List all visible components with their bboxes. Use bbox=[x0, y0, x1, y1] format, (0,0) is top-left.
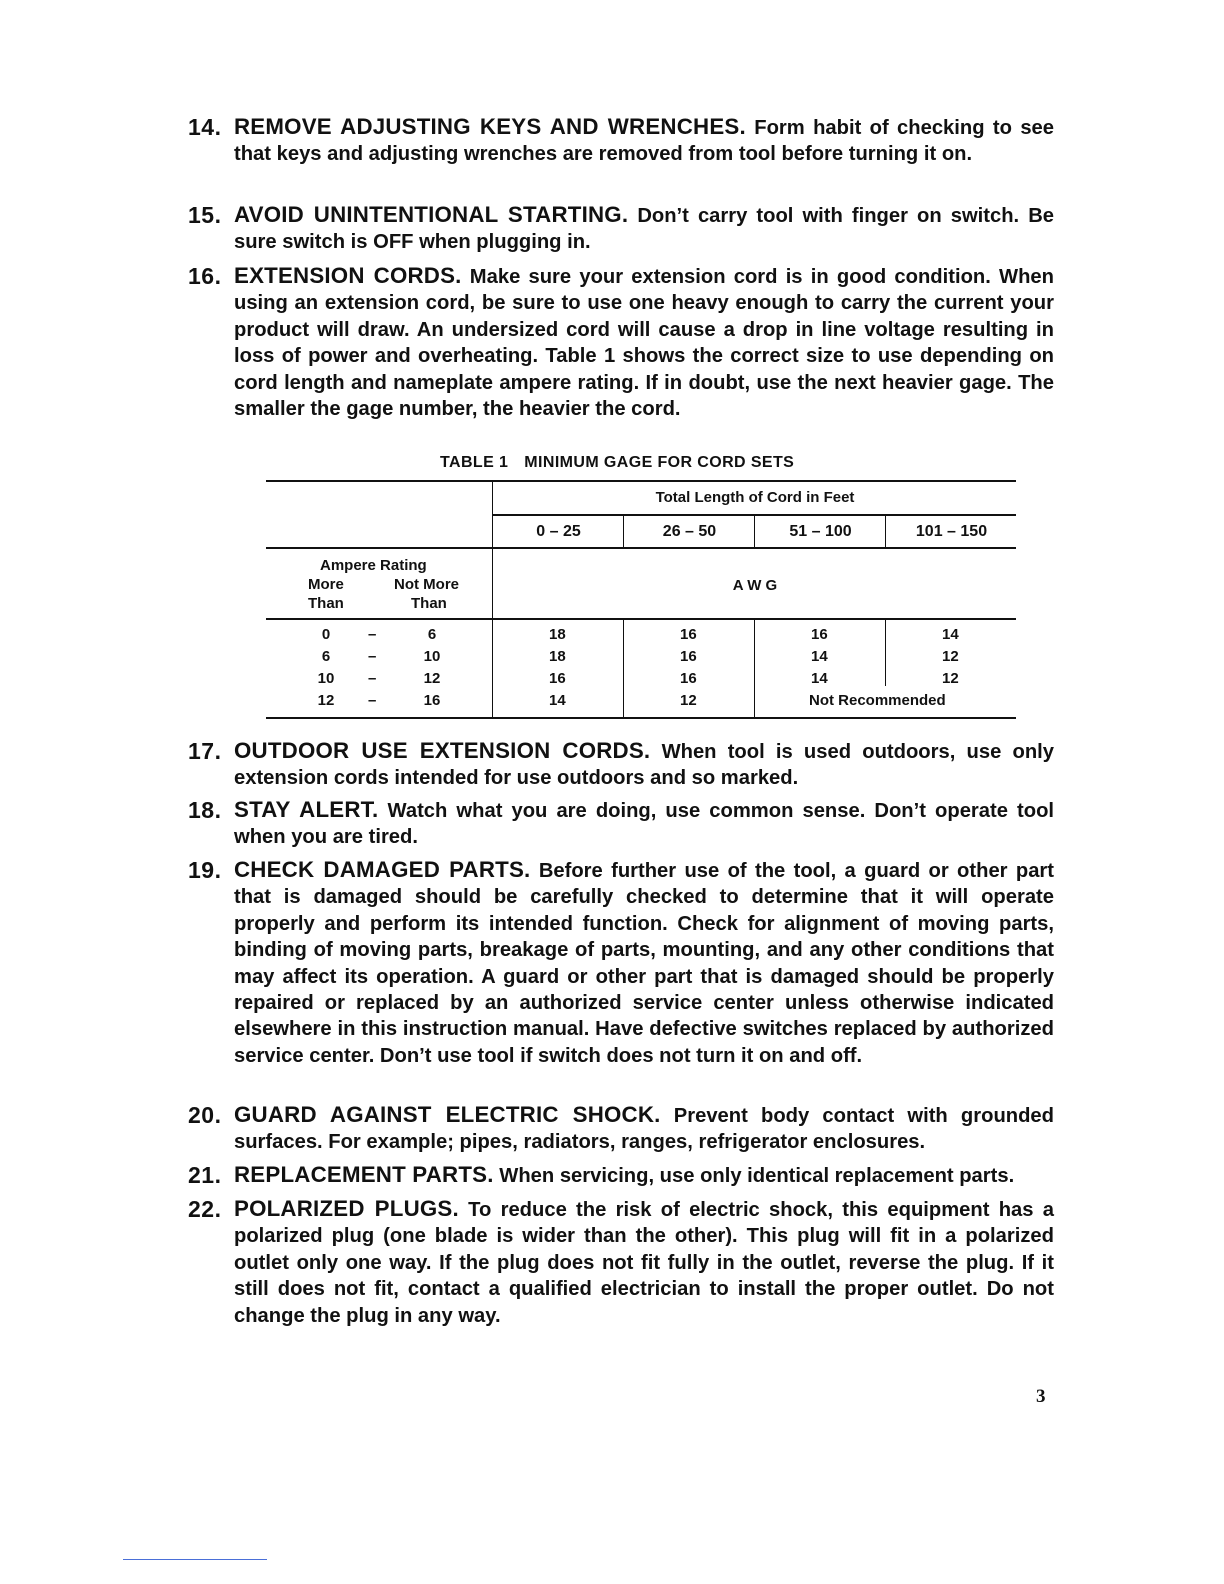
item-text: When tool is used outdoors, use only extension cords intended for use outdoors and so marked. bbox=[234, 741, 1054, 790]
length-col-3: 101 – 150 bbox=[915, 523, 988, 540]
list-item-19 bbox=[188, 857, 1054, 1069]
row-2-dash: – bbox=[368, 670, 377, 687]
row-1-dash: – bbox=[368, 648, 377, 665]
row-0-gage-3: 14 bbox=[942, 626, 959, 643]
item-text: Before further use of the tool, a guard or other part that is damaged should be carefully checked to determine that it will operate properly and perform its intended function. Check for alignment of moving parts, binding of moving parts, breakage of parts, mounting, and any other conditions that may affect its operation. A guard or other part that is damaged should be properly repaired or replaced by an authorized service center unless otherwise indicated elsewhere in this instruction manual. Have defective switches replaced by authorized service center. Don’t use tool if switch does not turn it on and off. bbox=[234, 860, 1054, 1067]
row-2-to: 12 bbox=[423, 670, 441, 687]
row-0-from: 0 bbox=[321, 626, 331, 643]
table-title bbox=[440, 454, 794, 472]
table-rule-vertical bbox=[623, 618, 624, 719]
list-item-16 bbox=[188, 263, 1054, 422]
item-heading: CHECK DAMAGED PARTS. bbox=[234, 857, 531, 882]
table-rule-vertical bbox=[885, 514, 886, 548]
row-0-gage-1: 16 bbox=[680, 626, 697, 643]
not-more-than-label: Not More bbox=[394, 576, 459, 593]
item-number: 20. bbox=[188, 1102, 222, 1128]
row-1-to: 10 bbox=[423, 648, 441, 665]
cord-gage-table bbox=[266, 480, 1016, 720]
item-number: 15. bbox=[188, 202, 222, 228]
row-1-gage-1: 16 bbox=[680, 648, 697, 665]
item-text: When servicing, use only identical replacement parts. bbox=[499, 1165, 1015, 1187]
row-2-gage-3: 12 bbox=[942, 670, 959, 687]
row-3-to: 16 bbox=[423, 692, 441, 709]
table-label: TABLE 1 bbox=[440, 454, 509, 471]
item-text: Don’t carry tool with finger on switch. Be sure switch is OFF when plugging in. bbox=[234, 205, 1055, 254]
length-col-0: 0 – 25 bbox=[536, 523, 581, 540]
row-3-gage-1: 12 bbox=[680, 692, 697, 709]
table-rule-vertical bbox=[492, 480, 493, 719]
item-text: To reduce the risk of electric shock, this equipment has a polarized plug (one blade is wider than the other). This plug will fit in a polarized outlet only one way. If the plug does not fit fully in the outlet, reverse the plug. If it still does not fit, contact a qualified electrician to install the proper outlet. Do not change the plug in any way. bbox=[234, 1199, 1054, 1327]
row-0-dash: – bbox=[368, 626, 377, 643]
item-text: Form habit of checking to see that keys and adjusting wrenches are removed from tool before turning it on. bbox=[234, 117, 1054, 166]
awg-label: A W G bbox=[732, 577, 778, 594]
row-3-from: 12 bbox=[317, 692, 335, 709]
than-label-1: Than bbox=[308, 595, 344, 612]
row-1-gage-3: 12 bbox=[942, 648, 959, 665]
table-rule-bottom bbox=[266, 717, 1016, 719]
list-item-15 bbox=[188, 202, 1054, 256]
row-1-gage-0: 18 bbox=[549, 648, 566, 665]
ampere-header: Ampere Rating bbox=[320, 557, 427, 574]
table-rule-top bbox=[266, 480, 1016, 482]
list-item-18 bbox=[188, 797, 1054, 851]
row-1-gage-2: 14 bbox=[811, 648, 828, 665]
item-number: 19. bbox=[188, 857, 222, 883]
more-than-label: More bbox=[308, 576, 344, 593]
row-2-gage-1: 16 bbox=[680, 670, 697, 687]
length-col-2: 51 – 100 bbox=[789, 523, 852, 540]
item-heading: REPLACEMENT PARTS. bbox=[234, 1162, 494, 1187]
row-2-gage-2: 14 bbox=[811, 670, 828, 687]
item-number: 18. bbox=[188, 797, 222, 823]
table-rule-vertical bbox=[885, 618, 886, 686]
row-3-not-recommended: Not Recommended bbox=[809, 692, 946, 709]
item-heading: OUTDOOR USE EXTENSION CORDS. bbox=[234, 738, 651, 763]
table-rule-header bbox=[266, 547, 1016, 549]
item-number: 21. bbox=[188, 1162, 222, 1188]
than-label-2: Than bbox=[411, 595, 447, 612]
row-0-gage-2: 16 bbox=[811, 626, 828, 643]
table-rule-vertical bbox=[754, 514, 755, 548]
item-number: 22. bbox=[188, 1196, 222, 1222]
item-heading: POLARIZED PLUGS. bbox=[234, 1196, 459, 1221]
list-item-20 bbox=[188, 1102, 1054, 1156]
item-text: Make sure your extension cord is in good condition. When using an extension cord, be sure to use one heavy enough to carry the current your product will draw. An undersized cord will cause a drop in line voltage resulting in loss of power and overheating. Table 1 shows the correct size to use depending on cord length and nameplate ampere rating. If in doubt, use the next heavier gage. The smaller the gage number, the heavier the cord. bbox=[234, 266, 1054, 421]
item-text: Prevent body contact with grounded surfaces. For example; pipes, radiators, ranges, refrigerator enclosures. bbox=[234, 1105, 1054, 1154]
row-2-gage-0: 16 bbox=[549, 670, 566, 687]
table-rule-vertical bbox=[623, 514, 624, 548]
table-rule-body bbox=[266, 618, 1016, 620]
table-rule-vertical bbox=[754, 618, 755, 719]
item-heading: REMOVE ADJUSTING KEYS AND WRENCHES. bbox=[234, 114, 746, 139]
row-0-to: 6 bbox=[427, 626, 437, 643]
length-col-1: 26 – 50 bbox=[662, 523, 717, 540]
scan-edge-line bbox=[123, 1559, 267, 1560]
list-item-14 bbox=[188, 114, 1054, 168]
item-number: 17. bbox=[188, 738, 222, 764]
row-3-dash: – bbox=[368, 692, 377, 709]
row-3-gage-0: 14 bbox=[549, 692, 566, 709]
item-heading: EXTENSION CORDS. bbox=[234, 263, 462, 288]
row-0-gage-0: 18 bbox=[549, 626, 566, 643]
length-header: Total Length of Cord in Feet bbox=[655, 489, 855, 506]
list-item-17 bbox=[188, 738, 1054, 792]
page-number: 3 bbox=[1036, 1386, 1046, 1407]
item-heading: AVOID UNINTENTIONAL STARTING. bbox=[234, 202, 629, 227]
row-1-from: 6 bbox=[321, 648, 331, 665]
item-heading: STAY ALERT. bbox=[234, 797, 379, 822]
item-text: Watch what you are doing, use common sense. Don’t operate tool when you are tired. bbox=[234, 800, 1055, 849]
item-heading: GUARD AGAINST ELECTRIC SHOCK. bbox=[234, 1102, 661, 1127]
list-item-22 bbox=[188, 1196, 1054, 1329]
item-number: 16. bbox=[188, 263, 222, 289]
table-heading: MINIMUM GAGE FOR CORD SETS bbox=[524, 454, 795, 471]
item-number: 14. bbox=[188, 114, 222, 140]
list-item-21 bbox=[188, 1162, 1054, 1189]
row-2-from: 10 bbox=[317, 670, 335, 687]
